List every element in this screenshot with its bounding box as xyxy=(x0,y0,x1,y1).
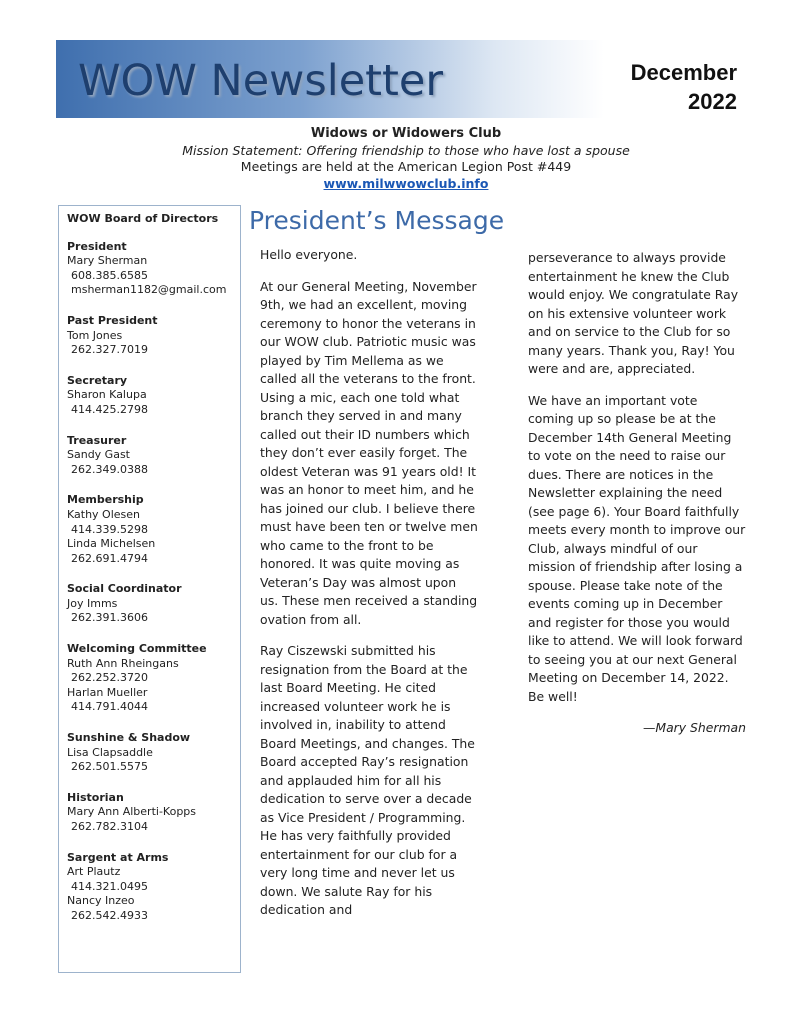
board-role xyxy=(67,582,232,626)
board-contact: 414.339.5298 xyxy=(71,522,148,536)
board-role xyxy=(67,791,232,835)
board-role xyxy=(67,642,232,715)
board-member-name: Sharon Kalupa xyxy=(67,388,147,402)
board-role xyxy=(67,434,232,478)
board-member-name: Nancy Inzeo xyxy=(67,894,135,908)
article-column-2 xyxy=(528,249,746,751)
board-contact: 608.385.6585 xyxy=(71,268,148,282)
issue-year: 2022 xyxy=(688,89,737,114)
article-title: President’s Message xyxy=(249,206,505,235)
board-role-title: Secretary xyxy=(67,373,128,387)
board-contact: 262.691.4794 xyxy=(71,551,148,565)
newsletter-title: WOW Newsletter xyxy=(78,56,443,106)
website-link[interactable]: www.milwwowclub.info xyxy=(323,175,489,191)
board-role-title: Historian xyxy=(67,790,124,804)
article-paragraph: Hello everyone. xyxy=(260,247,358,262)
board-contact: 262.501.5575 xyxy=(71,760,148,774)
board-contact: 414.321.0495 xyxy=(71,879,148,893)
board-of-directors-sidebar xyxy=(58,205,241,973)
board-contact: 262.327.7019 xyxy=(71,343,148,357)
newsletter-banner xyxy=(56,40,604,118)
board-role-title: Treasurer xyxy=(67,433,127,447)
board-member-name: Kathy Olesen xyxy=(67,507,141,521)
board-member-name: Sandy Gast xyxy=(67,448,130,462)
board-role-title: Sunshine & Shadow xyxy=(67,731,191,745)
board-contact: 414.791.4044 xyxy=(71,700,148,714)
mission-statement: Mission Statement: Offering friendship to those who have lost a spouse xyxy=(182,142,630,158)
board-role-title: Social Coordinator xyxy=(67,582,182,596)
board-contact: 262.349.0388 xyxy=(71,462,148,476)
board-role-title: Membership xyxy=(67,493,144,507)
board-heading: WOW Board of Directors xyxy=(67,212,219,225)
board-role xyxy=(67,493,232,566)
board-member-name: Joy Imms xyxy=(67,596,118,610)
board-role xyxy=(67,851,232,924)
board-member-name: Tom Jones xyxy=(67,328,123,342)
board-member-name: Mary Sherman xyxy=(67,254,148,268)
board-member-name: Lisa Clapsaddle xyxy=(67,745,153,759)
article-paragraph: perseverance to always provide entertainment he knew the Club would enjoy. We congratulate Ray on his extensive volunteer work and on service to the Club for so many years. Thank you, Ray! You were and are, appreciated. xyxy=(528,250,739,376)
board-role xyxy=(67,731,232,775)
board-member-name: Art Plautz xyxy=(67,865,121,879)
board-role xyxy=(67,240,232,298)
board-contact: 262.542.4933 xyxy=(71,908,148,922)
article-paragraph: At our General Meeting, November 9th, we had an excellent, moving ceremony to honor the veterans in our WOW club. Patriotic music was played by Tim Mellema as we called all the veterans to the front. Using a mic, each one told what branch they served in and many called out their ID numbers which they don’t ever easily forget. The oldest Veteran was 91 years old! It was an honor to meet him, and he has joined our club. I believe there must have been ten or twelve men who came to the front to be honored. It was quite moving as Veteran’s Day was almost upon us. These men received a standing ovation from all. xyxy=(260,278,478,627)
board-role-title: President xyxy=(67,239,127,253)
board-contact: 414.425.2798 xyxy=(71,402,148,416)
club-name: Widows or Widowers Club xyxy=(310,126,502,141)
board-role xyxy=(67,374,232,418)
board-role xyxy=(67,314,232,358)
article-paragraph: Ray Ciszewski submitted his resignation from the Board at the last Board Meeting. He cited increased volunteer work he is involved in, inability to attend Board Meetings, and changes. The Board accepted Ray’s resignation and applauded him for all his dedication to serve over a decade as Vice President / Programming. He has very faithfully provided entertainment for our club for a very long time and never let us down. We salute Ray for his dedication and xyxy=(260,643,475,917)
board-contact: 262.252.3720 xyxy=(71,671,148,685)
board-role-title: Sargent at Arms xyxy=(67,850,169,864)
board-member-name: Ruth Ann Rheingans xyxy=(67,656,179,670)
article-signature: —Mary Sherman xyxy=(643,720,746,735)
board-contact: 262.782.3104 xyxy=(71,820,148,833)
article-paragraph: We have an important vote coming up so please be at the December 14th General Meeting to vote on the need to raise our dues. There are notices in the Newsletter explaining the need (see page 6). Your Board faithfully meets every month to improve our Club, always mindful of our mission of friendship after losing a spouse. Please take note of the events coming up in December and register for those you would like to attend. We will look forward to seeing you at our next General Meeting on December 14, 2022. Be well! xyxy=(528,392,746,704)
board-member-name: Harlan Mueller xyxy=(67,685,148,699)
board-member-name: Linda Michelsen xyxy=(67,537,156,551)
masthead-info xyxy=(56,126,756,192)
meeting-location: Meetings are held at the American Legion Post #449 xyxy=(240,159,572,174)
issue-date xyxy=(631,58,737,116)
issue-month: December xyxy=(630,60,737,85)
board-contact[interactable]: msherman1182@gmail.com xyxy=(71,283,227,297)
board-member-name: Mary Ann Alberti-Kopps xyxy=(67,805,197,819)
board-role-title: Welcoming Committee xyxy=(67,642,207,656)
article-column-1 xyxy=(260,246,478,933)
board-contact: 262.391.3606 xyxy=(71,611,148,625)
board-roles-list xyxy=(67,240,232,924)
board-role-title: Past President xyxy=(67,313,158,327)
